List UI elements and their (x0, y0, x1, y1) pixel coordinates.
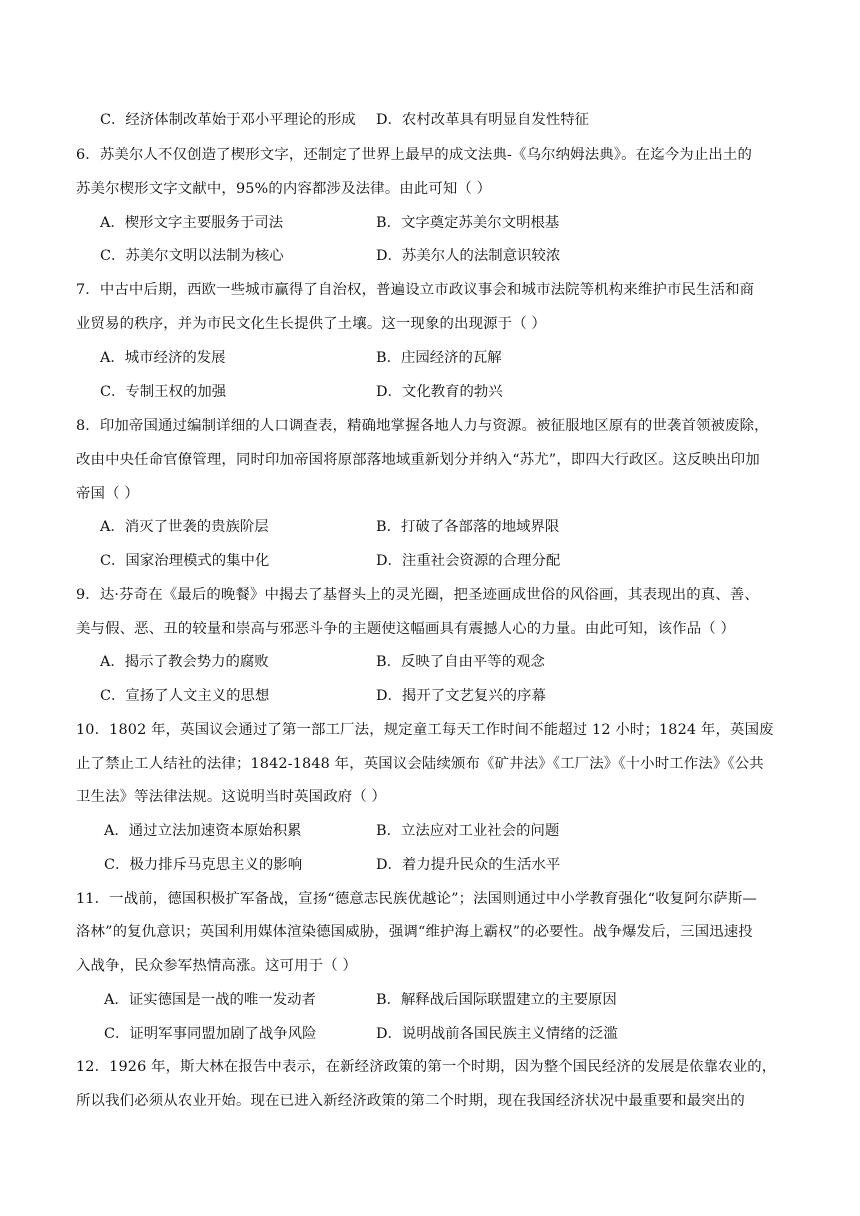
q8-stem-line-2: 改由中央任命官僚管理，同时印加帝国将原部落地域重新划分并纳入“苏尤”，即四大行政区。这反映出印加 (76, 452, 760, 468)
q10-option-d: D．着力提升民众的生活水平 (376, 857, 561, 873)
q11-stem-line-3: 入战争，民众参军热情高涨。这可用于（ ） (76, 958, 357, 974)
q8-option-b: B．打破了各部落的地域界限 (376, 519, 560, 535)
q7-stem-line-1: 7．中古中后期，西欧一些城市赢得了自治权，普遍设立市政议事会和城市法院等机构来维护市民生活和商 (76, 282, 755, 298)
q10-option-c: C．极力排斥马克思主义的影响 (104, 857, 303, 873)
q9-stem-line-2: 美与假、恶、丑的较量和崇高与邪恶斗争的主题使这幅画具有震撼人心的力量。由此可知，该作品（ ） (76, 621, 736, 637)
q6-stem-line-2: 苏美尔楔形文字文献中，95%的内容都涉及法律。由此可知（ ） (76, 181, 492, 197)
q9-option-d: D．揭开了文艺复兴的序幕 (376, 688, 546, 704)
q11-options-row-cd (104, 1024, 804, 1044)
q7-options-row-cd (100, 382, 800, 402)
q8-stem-line-1: 8．印加帝国通过编制详细的人口调查表，精确地掌握各地人力与资源。被征服地区原有的世袭首领被废除， (76, 418, 769, 434)
q8-options-row-cd (100, 551, 800, 571)
q10-options-row-cd (104, 855, 804, 875)
q11-stem-line-2: 洛林”的复仇意识；英国利用媒体渲染德国威胁，强调“维护海上霸权”的必要性。战争爆发后，三国迅速投 (76, 924, 753, 940)
q5-options-row-cd (100, 110, 800, 130)
q11-option-b: B．解释战后国际联盟建立的主要原因 (376, 992, 617, 1008)
q11-options-row-ab (104, 990, 804, 1010)
q8-stem-line-3: 帝国（ ） (76, 486, 139, 502)
q10-option-b: B．立法应对工业社会的问题 (376, 823, 560, 839)
q6-option-b: B．文字奠定苏美尔文明根基 (376, 215, 560, 231)
q7-option-c: C．专制王权的加强 (100, 384, 227, 400)
q6-stem-line-1: 6．苏美尔人不仅创造了楔形文字，还制定了世界上最早的成文法典-《乌尔纳姆法典》。在迄今为止出土的 (76, 147, 752, 163)
q12-stem-line-1: 12．1926 年，斯大林在报告中表示，在新经济政策的第一个时期，因为整个国民经济的发展是依靠农业的， (76, 1059, 777, 1075)
q6-options-row-cd (100, 246, 800, 266)
q9-stem-line-1: 9．达·芬奇在《最后的晚餐》中揭去了基督头上的灵光圈，把圣迹画成世俗的风俗画，其表现出的真、善、 (76, 587, 759, 603)
q12-stem-line-2: 所以我们必须从农业开始。现在已进入新经济政策的第二个时期，现在我国经济状况中最重要和最突出的 (76, 1093, 745, 1109)
q10-stem-line-1: 10．1802 年，英国议会通过了第一部工厂法，规定童工每天工作时间不能超过 12 小时；1824 年，英国废 (76, 722, 774, 738)
q6-options-row-ab (100, 213, 800, 233)
q10-options-row-ab (104, 821, 804, 841)
q6-option-c: C．苏美尔文明以法制为核心 (100, 248, 284, 264)
q7-options-row-ab (100, 348, 800, 368)
q5-option-d: D．农村改革具有明显自发性特征 (376, 112, 590, 128)
q9-options-row-ab (100, 652, 800, 672)
q11-option-d: D．说明战前各国民族主义情绪的泛滥 (376, 1026, 618, 1042)
q8-options-row-ab (100, 517, 800, 537)
q6-option-a: A．楔形文字主要服务于司法 (100, 215, 284, 231)
q9-option-b: B．反映了自由平等的观念 (376, 654, 545, 670)
q7-option-a: A．城市经济的发展 (100, 350, 226, 366)
q9-options-row-cd (100, 686, 800, 706)
q10-stem-line-2: 止了禁止工人结社的法律；1842-1848 年，英国议会陆续颁布《矿井法》《工厂法》《十小时工作法》《公共 (76, 756, 764, 772)
q9-option-c: C．宣扬了人文主义的思想 (100, 688, 270, 704)
q11-option-c: C．证明军事同盟加剧了战争风险 (104, 1026, 317, 1042)
q9-option-a: A．揭示了教会势力的腐败 (100, 654, 269, 670)
q8-option-d: D．注重社会资源的合理分配 (376, 553, 561, 569)
q7-stem-line-2: 业贸易的秩序，并为市民文化生长提供了土壤。这一现象的出现源于（ ） (76, 316, 547, 332)
q7-option-b: B．庄园经济的瓦解 (376, 350, 502, 366)
q5-option-c: C．经济体制改革始于邓小平理论的形成 (100, 112, 356, 128)
q8-option-c: C．国家治理模式的集中化 (100, 553, 270, 569)
q10-option-a: A．通过立法加速资本原始积累 (104, 823, 302, 839)
q6-option-d: D．苏美尔人的法制意识较浓 (376, 248, 561, 264)
q11-option-a: A．证实德国是一战的唯一发动者 (104, 992, 316, 1008)
q11-stem-line-1: 11．一战前，德国积极扩军备战，宣扬“德意志民族优越论”；法国则通过中小学教育强化“收复阿尔萨斯— (76, 891, 757, 907)
q8-option-a: A．消灭了世袭的贵族阶层 (100, 519, 269, 535)
q7-option-d: D．文化教育的勃兴 (376, 384, 503, 400)
q10-stem-line-3: 卫生法》等法律法规。这说明当时英国政府（ ） (76, 789, 387, 805)
